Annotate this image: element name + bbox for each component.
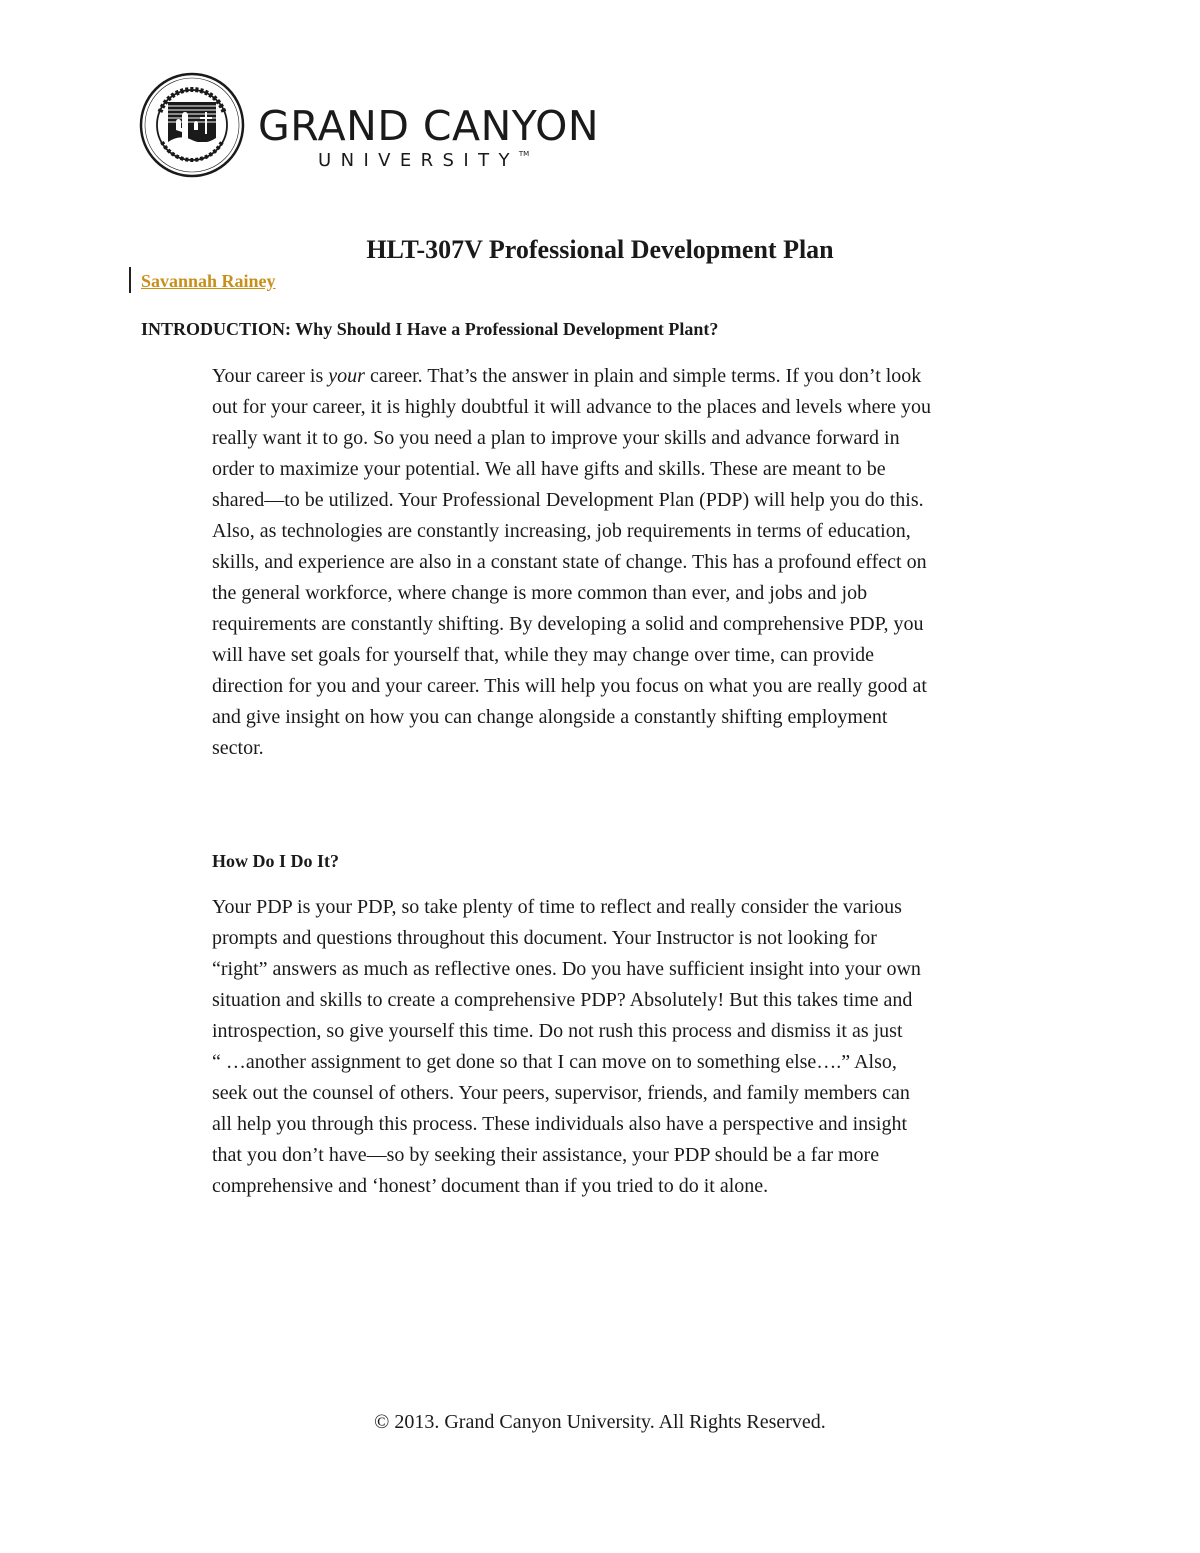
university-seal-icon [138, 72, 246, 178]
introduction-paragraph [212, 361, 1082, 764]
copyright-footer: © 2013. Grand Canyon University. All Rights Reserved. [374, 1411, 826, 1433]
paragraph-line: requirements are constantly shifting. By developing a solid and comprehensive PDP, you [212, 613, 924, 635]
paragraph-line: “right” answers as much as reflective ones. Do you have sufficient insight into your own [212, 958, 921, 980]
how-paragraph [212, 892, 1082, 1202]
paragraph-line: skills, and experience are also in a constant state of change. This has a profound effect on [212, 551, 927, 573]
university-logo [138, 72, 618, 178]
paragraph-line: that you don’t have—so by seeking their assistance, your PDP should be a far more [212, 1144, 880, 1166]
university-wordmark [258, 104, 599, 171]
paragraph-line: shared—to be utilized. Your Professional Development Plan (PDP) will help you do this. [212, 489, 924, 511]
paragraph-line: situation and skills to create a comprehensive PDP? Absolutely! But this takes time and [212, 989, 913, 1011]
paragraph-line: sector. [212, 737, 264, 759]
paragraph-line: seek out the counsel of others. Your peers, supervisor, friends, and family members can [212, 1082, 910, 1104]
introduction-heading: INTRODUCTION: Why Should I Have a Professional Development Plant? [141, 319, 719, 339]
paragraph-line: out for your career, it is highly doubtful it will advance to the places and levels where you [212, 396, 931, 418]
how-do-i-do-it-heading: How Do I Do It? [212, 851, 340, 871]
paragraph-line: prompts and questions throughout this document. Your Instructor is not looking for [212, 927, 877, 949]
paragraph-line: comprehensive and ‘honest’ document than if you tried to do it alone. [212, 1175, 769, 1197]
emphasis-text: your [328, 365, 365, 387]
paragraph-line: the general workforce, where change is more common than ever, and jobs and job [212, 582, 868, 604]
paragraph-line: Your PDP is your PDP, so take plenty of time to reflect and really consider the various [212, 896, 902, 918]
paragraph-line: direction for you and your career. This will help you focus on what you are really good at [212, 675, 927, 697]
paragraph-line: all help you through this process. These individuals also have a perspective and insight [212, 1113, 908, 1135]
paragraph-line [212, 361, 1082, 392]
line-segment: Your career is [212, 365, 329, 387]
paragraph-line: order to maximize your potential. We all have gifts and skills. These are meant to be [212, 458, 886, 480]
paragraph-line: and give insight on how you can change alongside a constantly shifting employment [212, 706, 888, 728]
wordmark-line-2 [258, 150, 599, 171]
line-segment: career. That’s the answer in plain and simple terms. If you don’t look [364, 365, 922, 387]
wordmark-line-2-text: UNIVERSITY [318, 150, 519, 171]
document-title: HLT-307V Professional Development Plan [366, 235, 834, 264]
paragraph-line: really want it to go. So you need a plan to improve your skills and advance forward in [212, 427, 900, 449]
wordmark-line-1: GRAND CANYON [258, 102, 600, 150]
paragraph-line: “ …another assignment to get done so that I can move on to something else….” Also, [212, 1051, 897, 1073]
author-name: Savannah Rainey [141, 271, 276, 291]
paragraph-line: Also, as technologies are constantly increasing, job requirements in terms of education, [212, 520, 911, 542]
paragraph-line: will have set goals for yourself that, while they may change over time, can provide [212, 644, 875, 666]
text-cursor [129, 267, 131, 293]
trademark-symbol: TM [518, 150, 530, 158]
paragraph-line: introspection, so give yourself this time. Do not rush this process and dismiss it as just [212, 1020, 903, 1042]
